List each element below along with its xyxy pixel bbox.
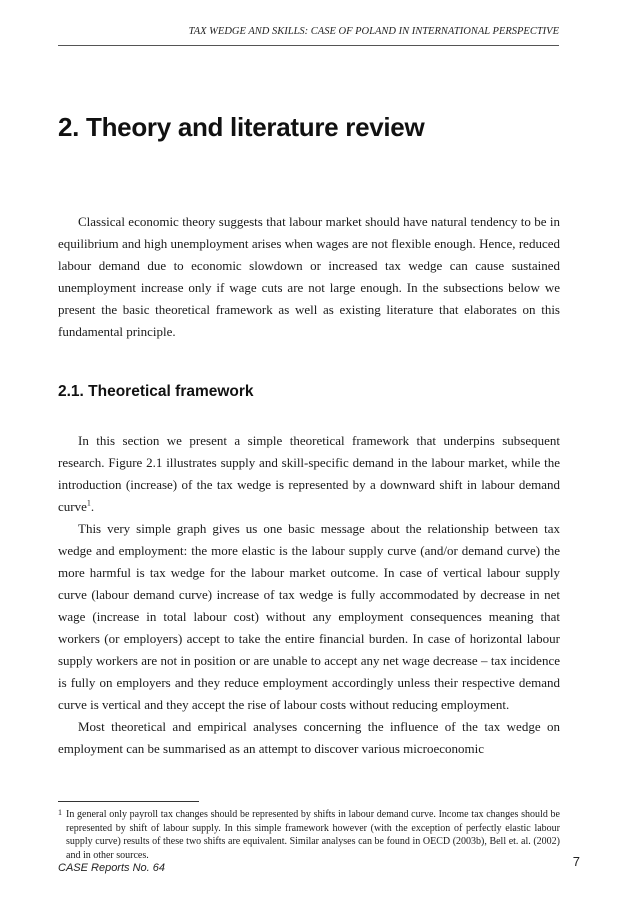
section-paragraph-1	[58, 430, 560, 518]
section-body	[58, 430, 560, 760]
running-footer: CASE Reports No. 64	[58, 862, 165, 874]
footnote-mark: 1	[58, 808, 62, 817]
section-paragraph-1-end: .	[90, 499, 95, 514]
section-paragraph-1-text: In this section we present a simple theoretical framework that underpins subsequent research. Figure 2.1 illustrates supply and skill-specific demand in the labour market, while the introduction (increase) of the tax wedge is represented by a downward shift in labour demand curve	[58, 433, 560, 514]
chapter-title: 2. Theory and literature review	[58, 112, 425, 142]
intro-paragraph: Classical economic theory suggests that labour market should have natural tendency to be in equilibrium and high unemployment arises when wages are not flexible enough. Hence, reduced labour demand due to economic slowdown or increased tax wedge can cause sustained unemployment increase only if wage cuts are not large enough. In the subsections below we present the basic theoretical framework as well as existing literature that elaborates on this fundamental principle.	[58, 214, 560, 339]
footnote	[58, 808, 560, 862]
page-number: 7	[572, 854, 580, 869]
section-paragraph-2: This very simple graph gives us one basic message about the relationship between tax wedge and employment: the more elastic is the labour supply curve (and/or demand curve) the more harmful is tax wedge for the labour market outcome. In case of vertical labour supply curve (labour demand curve) increase of tax wedge is fully accommodated by decrease in net wage (increase in total labour cost) without any employment consequences meaning that workers (or employers) accept to take the entire financial burden. In case of horizontal labour supply workers are not in position or are unable to accept any net wage decrease – tax incidence is fully on employers and they reduce employment accordingly unless their respective demand curve is vertical and they accept the rise of labour costs without reducing employment.	[58, 521, 560, 712]
running-header: TAX WEDGE AND SKILLS: CASE OF POLAND IN INTERNATIONAL PERSPECTIVE	[58, 26, 559, 46]
section-title: 2.1. Theoretical framework	[58, 383, 254, 400]
section-paragraph-3: Most theoretical and empirical analyses concerning the influence of the tax wedge on employment can be summarised as an attempt to discover various microeconomic	[58, 719, 560, 756]
footnote-reference[interactable]: 1	[86, 498, 91, 508]
footnote-text: In general only payroll tax changes should be represented by shifts in labour demand curve. Income tax changes should be represented by shift of labour supply. In this simple framework however (with the exception of perfectly elastic labour supply curve) results of these two shifts are equivalent. Similar analyses can be found in OECD (2003b), Bell et. al. (2002) and in other sources.	[66, 809, 560, 861]
footnote-separator	[58, 801, 199, 802]
